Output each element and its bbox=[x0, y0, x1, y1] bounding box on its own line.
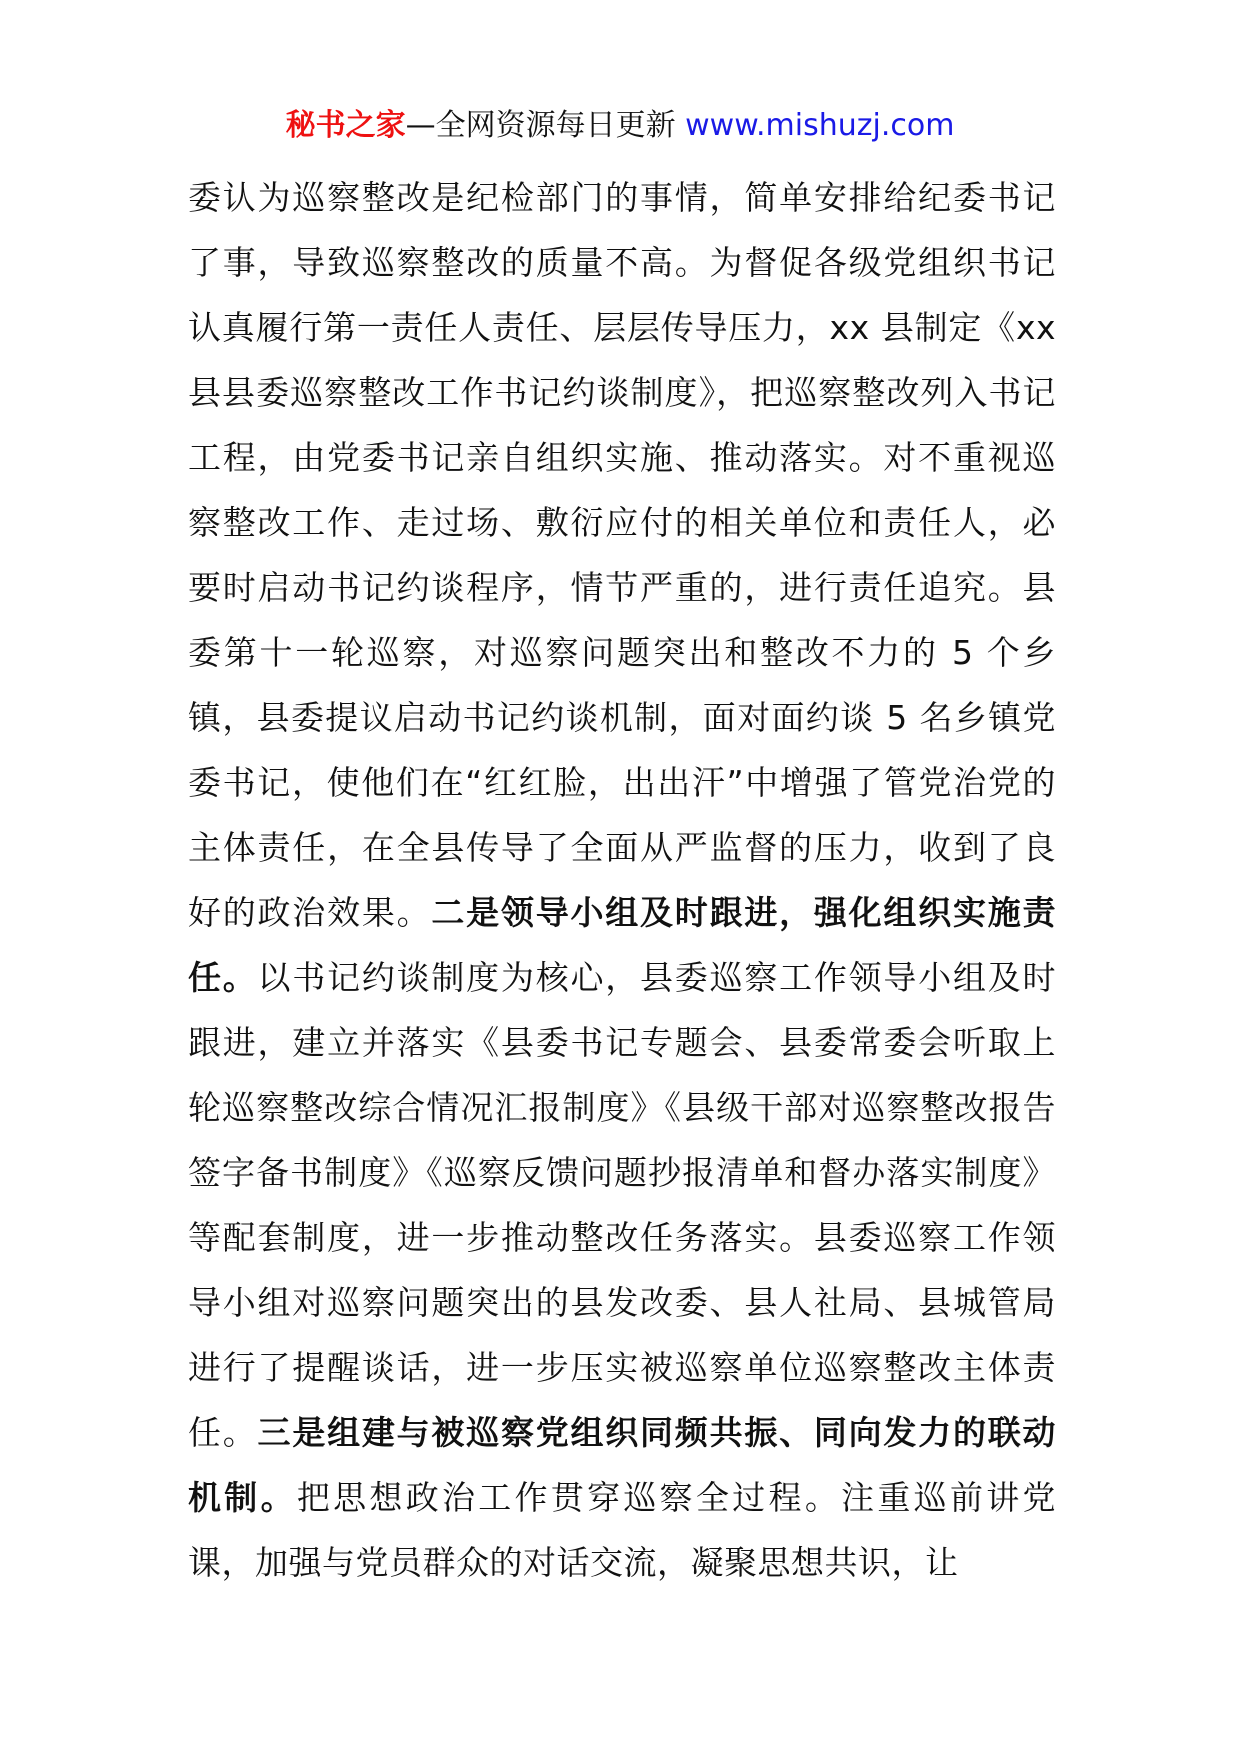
body-text-segment-2: 以书记约谈制度为核心，县委巡察工作领导小组及时跟进，建立并落实《县委书记专题会、县委常委会听取上轮巡察整改综合情况汇报制度》《县级干部对巡察整改报告签字备书制度》《巡察反馈问题抄报清单和督办落实制度》等配套制度，进一步推动整改任务落实。县委巡察工作领导小组对巡察问题突出的县发改委、县人社局、县城管局进行了提醒谈话，进一步压实被巡察单位巡察整改主体责任。 bbox=[188, 958, 1057, 1452]
section-heading-2: 二是领导小组及时跟进，强化组织实施责任。 bbox=[188, 893, 1057, 997]
site-url-link[interactable]: www.mishuzj.com bbox=[685, 108, 955, 143]
brand-name: 秘书之家 bbox=[285, 108, 406, 143]
site-tagline: —全网资源每日更新 bbox=[405, 108, 686, 143]
body-paragraph bbox=[188, 165, 1056, 1595]
body-text-segment-1: 委认为巡察整改是纪检部门的事情，简单安排给纪委书记了事，导致巡察整改的质量不高。为督促各级党组织书记认真履行第一责任人责任、层层传导压力，xx 县制定《xx 县县委巡察整改工作书记约谈制度》，把巡察整改列入书记工程，由党委书记亲自组织实施、推动落实。对不重视巡察整改工作、走过场、敷衍应付的相关单位和责任人，必要时启动书记约谈程序，情节严重的，进行责任追究。县委第十一轮巡察，对巡察问题突出和整改不力的 5 个乡镇，县委提议启动书记约谈机制，面对面约谈 5 名乡镇党委书记，使他们在“红红脸，出出汗”中增强了管党治党的主体责任，在全县传导了全面从严监督的压力，收到了良好的政治效果。 bbox=[188, 178, 1056, 932]
section-heading-3: 三是组建与被巡察党组织同频共振、同向发力的联动机制。 bbox=[188, 1413, 1057, 1517]
site-header bbox=[0, 104, 1240, 148]
body-text-segment-3: 把思想政治工作贯穿巡察全过程。注重巡前讲党课，加强与党员群众的对话交流，凝聚思想共识，让 bbox=[188, 1478, 1057, 1582]
